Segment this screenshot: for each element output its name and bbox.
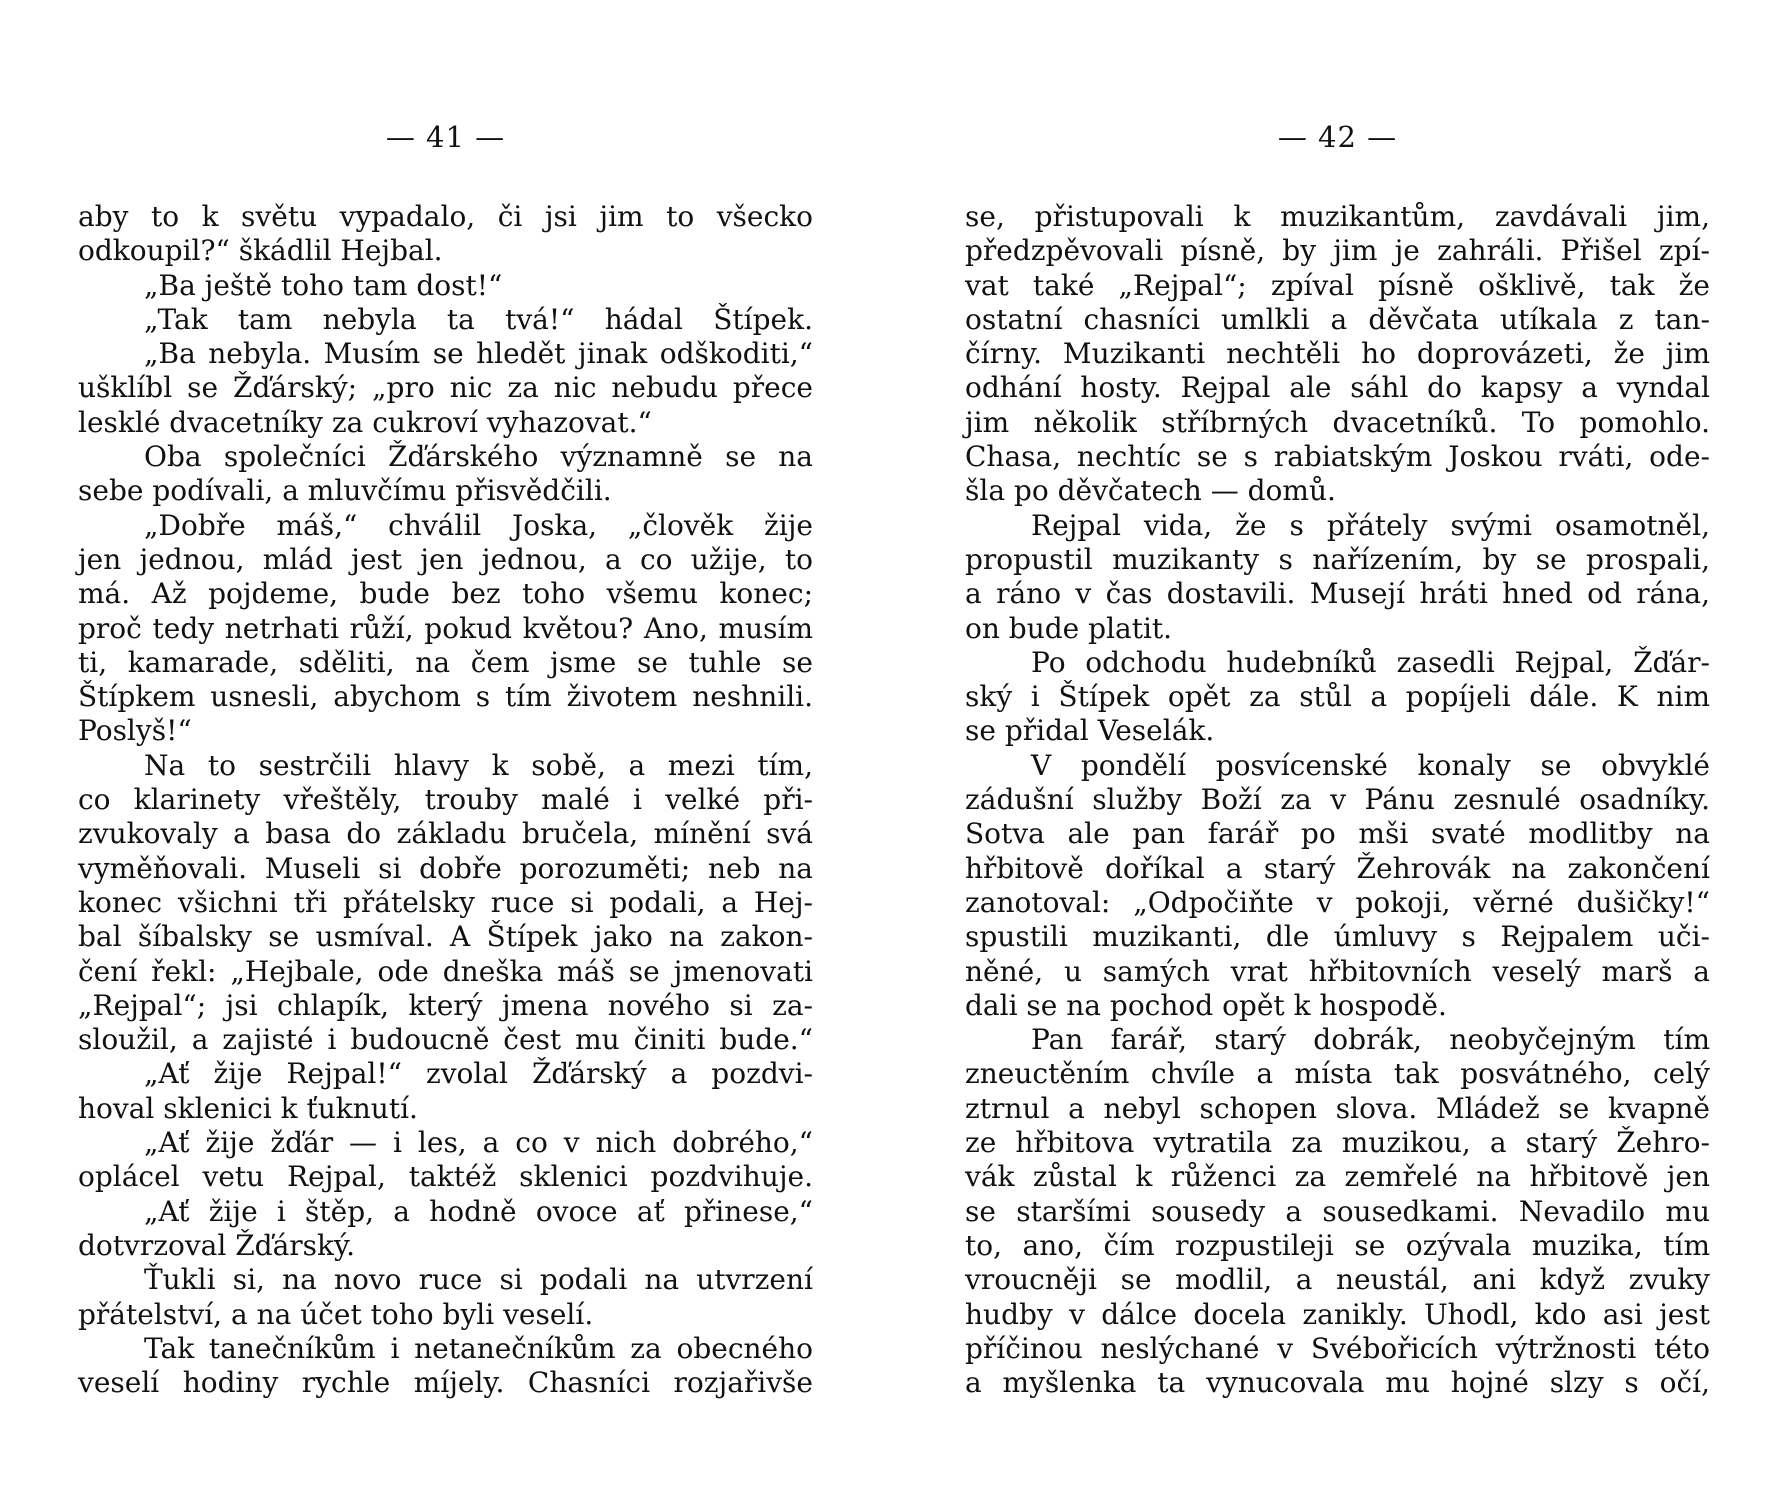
text-line: má. Až pojdeme, bude bez toho všemu konec; xyxy=(78,577,813,611)
text-line: jim několik stříbrných dvacetníků. To pomohlo. xyxy=(965,405,1710,439)
text-line: Štípkem usnesli, abychom s tím životem neshnili. xyxy=(78,680,813,714)
text-line: „Ba ještě toho tam dost!“ xyxy=(144,268,503,302)
text-line: a myšlenka ta vynucovala mu hojné slzy s očí, xyxy=(965,1366,1710,1400)
text-line: ský i Štípek opět za stůl a popíjeli dále. K nim xyxy=(965,680,1710,714)
text-line: aby to k světu vypadalo, či jsi jim to všecko xyxy=(78,200,813,233)
page-text xyxy=(965,200,1710,1400)
text-line: oplácel vetu Rejpal, taktéž sklenici pozdvihuje. xyxy=(78,1160,813,1194)
text-line: se přidal Veselák. xyxy=(965,714,1215,748)
text-line: „Tak tam nebyla ta tvá!“ hádal Štípek. xyxy=(144,302,813,336)
text-line: předzpěvovali písně, by jim je zahráli. Přišel zpí- xyxy=(965,234,1710,268)
text-line: hoval sklenici k ťuknutí. xyxy=(78,1091,418,1125)
text-line: Pan farář, starý dobrák, neobyčejným tím xyxy=(1031,1023,1710,1057)
text-line: sloužil, a zajisté i budoucně čest mu činiti bude.“ xyxy=(78,1023,813,1057)
text-line: Rejpal vida, že s přátely svými osamotněl, xyxy=(1031,508,1710,542)
text-line: a ráno v čas dostavili. Musejí hráti hned od rána, xyxy=(965,577,1710,611)
text-line: Chasa, nechtíc se s rabiatským Joskou rváti, ode- xyxy=(965,440,1710,474)
text-line: spustili muzikanti, dle úmluvy s Rejpalem uči- xyxy=(965,920,1710,954)
text-line: Tak tanečníkům i netanečníkům za obecného xyxy=(144,1331,813,1365)
text-line: ti, kamarade, sděliti, na čem jsme se tuhle se xyxy=(78,645,813,679)
text-line: bal šíbalsky se usmíval. A Štípek jako na zakon- xyxy=(78,920,813,954)
text-line: sebe podívali, a mluvčímu přisvědčili. xyxy=(78,474,612,508)
text-line: se, přistupovali k muzikantům, zavdávali jim, xyxy=(965,200,1710,233)
text-line: ušklíbl se Žďárský; „pro nic za nic nebudu přece xyxy=(78,371,813,405)
text-line: „Ať žije Rejpal!“ zvolal Žďárský a pozdvi- xyxy=(144,1057,813,1091)
text-line: Sotva ale pan farář po mši svaté modlitby na xyxy=(965,817,1710,851)
text-line: zvukovaly a basa do základu bručela, mínění svá xyxy=(78,817,813,851)
text-line: zanotoval: „Odpočiňte v pokoji, věrné dušičky!“ xyxy=(965,885,1710,919)
text-line: Ťukli si, na novo ruce si podali na utvrzení xyxy=(144,1263,813,1297)
text-line: hudby v dálce docela zanikly. Uhodl, kdo asi jest xyxy=(965,1297,1710,1331)
text-line: Poslyš!“ xyxy=(78,714,192,748)
text-line: to, ano, čím rozpustileji se ozývala muzika, tím xyxy=(965,1228,1710,1262)
text-line: propustil muzikanty s nařízením, by se prospali, xyxy=(965,542,1710,576)
text-line: něné, u samých vrat hřbitovních veselý marš a xyxy=(965,954,1710,988)
text-line: „Ba nebyla. Musím se hledět jinak odškoditi,“ xyxy=(144,337,813,371)
text-line: ostatní chasníci umlkli a děvčata utíkala z tan- xyxy=(965,302,1710,336)
text-line: vat také „Rejpal“; zpíval písně ošklivě, tak že xyxy=(965,268,1710,302)
left-page xyxy=(78,0,813,1500)
page-number: — 41 — xyxy=(385,120,506,154)
text-line: proč tedy netrhati růží, pokud květou? Ano, musím xyxy=(78,611,813,645)
text-line: se staršími sousedy a sousedkami. Nevadilo mu xyxy=(965,1194,1710,1228)
text-line: hřbitově doříkal a starý Žehrovák na zakončení xyxy=(965,851,1710,885)
text-line: Po odchodu hudebníků zasedli Rejpal, Žďár- xyxy=(1031,645,1710,679)
text-line: on bude platit. xyxy=(965,611,1173,645)
text-line: přátelství, a na účet toho byli veselí. xyxy=(78,1297,594,1331)
text-line: konec všichni tři přátelsky ruce si podali, a Hej- xyxy=(78,885,813,919)
text-line: co klarinety vřeštěly, trouby malé i velké při- xyxy=(78,783,813,817)
text-line: Na to sestrčili hlavy k sobě, a mezi tím, xyxy=(144,748,813,782)
text-line: lesklé dvacetníky za cukroví vyhazovat.“ xyxy=(78,405,652,439)
page-number: — 42 — xyxy=(1277,120,1398,154)
text-line: „Dobře máš,“ chválil Joska, „člověk žije xyxy=(144,508,813,542)
text-line: odkoupil?“ škádlil Hejbal. xyxy=(78,234,443,268)
text-line: Oba společníci Žďárského významně se na xyxy=(144,440,813,474)
text-line: čírny. Muzikanti nechtěli ho doprovázeti, že jim xyxy=(965,337,1710,371)
text-line: „Rejpal“; jsi chlapík, který jmena nového si za- xyxy=(78,988,813,1022)
text-line: dotvrzoval Žďárský. xyxy=(78,1228,356,1262)
text-line: V pondělí posvícenské konaly se obvyklé xyxy=(1031,748,1710,782)
page-text xyxy=(78,200,813,1400)
text-line: ze hřbitova vytratila za muzikou, a starý Žehro- xyxy=(965,1126,1710,1160)
text-line: odhání hosty. Rejpal ale sáhl do kapsy a vyndal xyxy=(965,371,1710,405)
text-line: zádušní služby Boží za v Pánu zesnulé osadníky. xyxy=(965,783,1710,817)
text-line: čení řekl: „Hejbale, ode dneška máš se jmenovati xyxy=(78,954,813,988)
text-line: vroucněji se modlil, a neustál, ani když zvuky xyxy=(965,1263,1710,1297)
text-line: vyměňovali. Museli si dobře porozuměti; neb na xyxy=(78,851,813,885)
text-line: zneuctěním chvíle a místa tak posvátného, celý xyxy=(965,1057,1710,1091)
text-line: šla po děvčatech — domů. xyxy=(965,474,1336,508)
text-line: jen jednou, mlád jest jen jednou, a co užije, to xyxy=(78,542,813,576)
text-line: „Ať žije žďár — i les, a co v nich dobrého,“ xyxy=(144,1126,813,1160)
right-page xyxy=(965,0,1710,1500)
text-line: „Ať žije i štěp, a hodně ovoce ať přinese,“ xyxy=(144,1194,813,1228)
text-line: ztrnul a nebyl schopen slova. Mládež se kvapně xyxy=(965,1091,1710,1125)
text-line: vák zůstal k růženci za zemřelé na hřbitově jen xyxy=(965,1160,1710,1194)
text-line: dali se na pochod opět k hospodě. xyxy=(965,988,1447,1022)
text-line: veselí hodiny rychle míjely. Chasníci rozjařivše xyxy=(78,1366,813,1400)
text-line: příčinou neslýchané v Svébořicích výtržnosti této xyxy=(965,1331,1710,1365)
